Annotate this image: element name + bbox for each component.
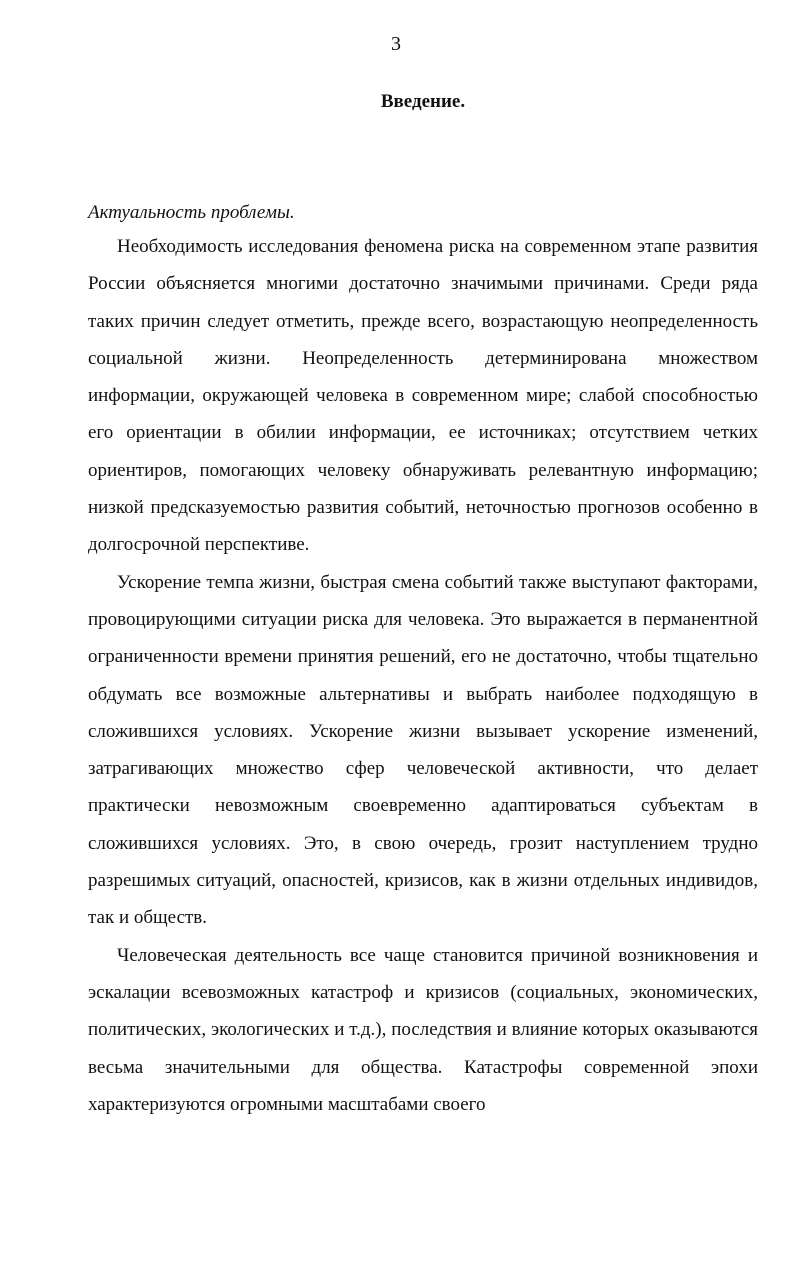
subsection-heading: Актуальность проблемы.	[88, 202, 295, 223]
paragraph: Ускорение темпа жизни, быстрая смена событий также выступают факторами, провоцирующими ситуации риска для человека. Это выражается в перманентной ограниченности времени принятия решений, его не достаточно, чтобы тщательно обдумать все возможные альтернативы и выбрать наиболее подходящую в сложившихся условиях. Ускорение жизни вызывает ускорение изменений, затрагивающих множество сфер человеческой активности, что делает практически невозможным своевременно адаптироваться субъектам в сложившихся условиях. Это, в свою очередь, грозит наступлением трудно разрешимых ситуаций, опасностей, кризисов, как в жизни отдельных индивидов, так и обществ.	[88, 571, 758, 929]
paragraph: Необходимость исследования феномена риска на современном этапе развития России объясняется многими достаточно значимыми причинами. Среди ряда таких причин следует отметить, прежде всего, возрастающую неопределенность социальной жизни. Неопределенность детерминирована множеством информации, окружающей человека в современном мире; слабой способностью его ориентации в обилии информации, ее источниках; отсутствием четких ориентиров, помогающих человеку обнаруживать релевантную информацию; низкой предсказуемостью развития событий, неточностью прогнозов особенно в долгосрочной перспективе.	[88, 236, 758, 556]
section-heading: Введение.	[380, 91, 466, 112]
body-text	[88, 228, 758, 1123]
page-number: 3	[391, 33, 401, 55]
paragraph: Человеческая деятельность все чаще становится причиной возникновения и эскалации всевозможных катастроф и кризисов (социальных, экономических, политических, экологических и т.д.), последствия и влияние которых оказываются весьма значительными для общества. Катастрофы современной эпохи характеризуются огромными масштабами своего	[88, 944, 758, 1115]
